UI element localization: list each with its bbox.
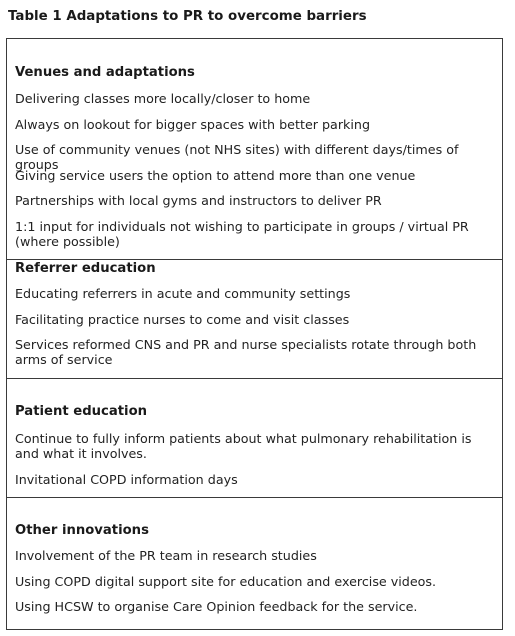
table-row: Continue to fully inform patients about what pulmonary rehabilitation is and what it involves. [15, 431, 472, 461]
table-row: Invitational COPD information days [15, 472, 238, 487]
table-row: Delivering classes more locally/closer to home [15, 91, 311, 106]
table-row: Facilitating practice nurses to come and visit classes [15, 312, 350, 327]
table-row: 1:1 input for individuals not wishing to participate in groups / virtual PR (where possible) [15, 219, 469, 249]
row-divider [7, 378, 502, 379]
table-row: Using COPD digital support site for education and exercise videos. [15, 574, 437, 589]
row-divider [7, 497, 502, 498]
table-row: Partnerships with local gyms and instructors to deliver PR [15, 193, 382, 208]
table-row: Use of community venues (not NHS sites) with different days/times of groups [15, 142, 459, 172]
table-row: Giving service users the option to attend more than one venue [15, 168, 416, 183]
table-row: Using HCSW to organise Care Opinion feedback for the service. [15, 599, 418, 614]
section-heading-innovations: Other innovations [15, 523, 149, 538]
table-row: Services reformed CNS and PR and nurse specialists rotate through both arms of service [15, 337, 477, 367]
section-heading-patient: Patient education [15, 404, 148, 419]
table-row: Always on lookout for bigger spaces with better parking [15, 117, 371, 132]
section-heading-venues: Venues and adaptations [15, 65, 195, 80]
adaptations-table [6, 38, 503, 630]
section-heading-referrer: Referrer education [15, 261, 156, 276]
table-row: Involvement of the PR team in research studies [15, 548, 317, 563]
row-divider [7, 259, 502, 260]
table-caption: Table 1 Adaptations to PR to overcome barriers [8, 9, 367, 24]
table-row: Educating referrers in acute and community settings [15, 286, 351, 301]
